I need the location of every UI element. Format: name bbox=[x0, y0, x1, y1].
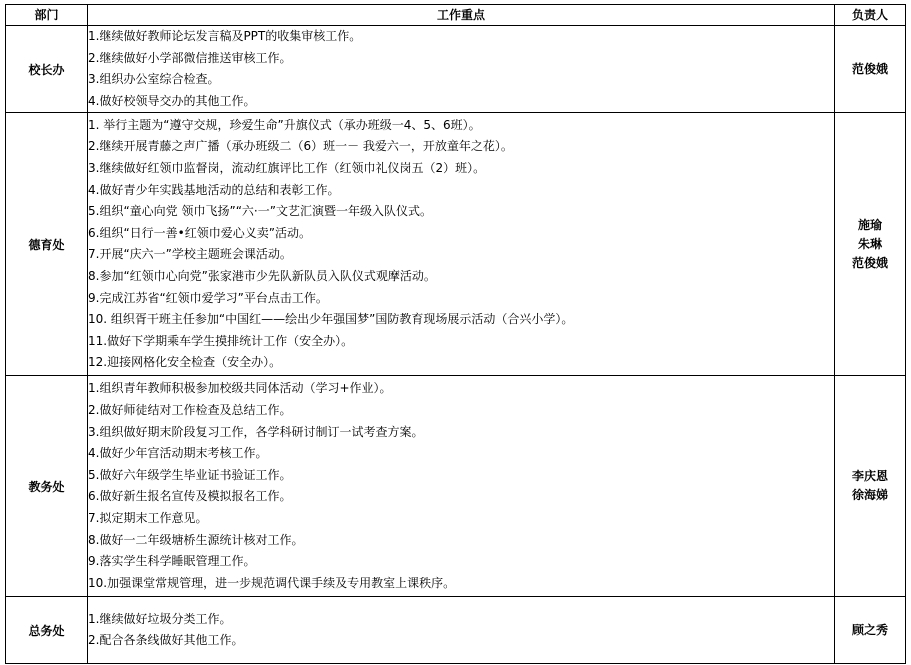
person-name: 顾之秀 bbox=[851, 622, 888, 637]
table-row-moral-education bbox=[6, 113, 906, 376]
work-item: 4.做好青少年实践基地活动的总结和表彰工作。 bbox=[88, 182, 340, 197]
work-items-cell bbox=[88, 26, 835, 113]
header-dept: 部门 bbox=[6, 5, 88, 26]
work-item: 2.继续开展青藤之声广播（承办班级二（6）班一－ 我爱六一，开放童年之花）。 bbox=[88, 139, 513, 154]
person-name: 徐海娣 bbox=[851, 488, 888, 503]
work-item: 3.组织做好期末阶段复习工作，各学科研讨制订一试考查方案。 bbox=[88, 424, 424, 439]
table-row-academic-affairs bbox=[6, 376, 906, 597]
dept-cell: 校长办 bbox=[6, 26, 88, 113]
header-work: 工作重点 bbox=[88, 5, 835, 26]
person-name: 李庆恩 bbox=[851, 469, 888, 484]
work-item: 11.做好下学期乘车学生摸排统计工作（安全办）。 bbox=[88, 333, 354, 348]
work-item: 12.迎接网格化安全检查（安全办）。 bbox=[88, 355, 282, 370]
person-cell bbox=[835, 597, 906, 664]
work-item: 10.加强课堂常规管理，进一步规范调代课手续及专用教室上课秩序。 bbox=[88, 575, 456, 590]
work-item: 9.完成江苏省“红领巾爱学习”平台点击工作。 bbox=[88, 290, 328, 305]
work-item: 4.做好校领导交办的其他工作。 bbox=[88, 93, 256, 108]
dept-cell: 教务处 bbox=[6, 376, 88, 597]
person-cell bbox=[835, 376, 906, 597]
work-item: 2.继续做好小学部微信推送审核工作。 bbox=[88, 50, 292, 65]
work-item: 1.继续做好垃圾分类工作。 bbox=[88, 611, 232, 626]
work-item: 8.参加“红领巾心向党”张家港市少先队新队员入队仪式观摩活动。 bbox=[88, 268, 436, 283]
work-item: 7.拟定期末工作意见。 bbox=[88, 510, 208, 525]
work-item: 1.组织青年教师积极参加校级共同体活动（学习+作业）。 bbox=[88, 381, 392, 396]
work-item: 8.做好一二年级塘桥生源统计核对工作。 bbox=[88, 532, 304, 547]
work-plan-table bbox=[5, 4, 906, 664]
person-name: 范俊娥 bbox=[851, 61, 888, 76]
work-item: 2.配合各条线做好其他工作。 bbox=[88, 633, 244, 648]
table-row-general-affairs bbox=[6, 597, 906, 664]
person-name: 范俊娥 bbox=[851, 255, 888, 270]
person-cell bbox=[835, 26, 906, 113]
work-item: 10. 组织胥干班主任参加“中国红——绘出少年强国梦”国防教育现场展示活动（合兴小学）。 bbox=[88, 312, 574, 327]
dept-cell: 总务处 bbox=[6, 597, 88, 664]
dept-cell: 德育处 bbox=[6, 113, 88, 376]
work-item: 3.继续做好红领巾监督岗，流动红旗评比工作（红领巾礼仪岗五（2）班）。 bbox=[88, 161, 486, 175]
work-plan-table-wrapper bbox=[5, 4, 906, 664]
work-items-cell bbox=[88, 113, 835, 376]
header-person: 负责人 bbox=[835, 5, 906, 26]
work-item: 2.做好师徒结对工作检查及总结工作。 bbox=[88, 403, 292, 417]
work-item: 6.组织“日行一善•红领巾爱心义卖”活动。 bbox=[88, 225, 311, 240]
work-item: 5.做好六年级学生毕业证书验证工作。 bbox=[88, 467, 292, 482]
work-items-cell bbox=[88, 376, 835, 597]
work-item: 7.开展“庆六一”学校主题班会课活动。 bbox=[88, 247, 292, 262]
work-items-cell bbox=[88, 597, 835, 664]
work-item: 6.做好新生报名宣传及模拟报名工作。 bbox=[88, 489, 292, 504]
person-name: 施瑜 bbox=[857, 217, 882, 232]
table-row-principal-office bbox=[6, 26, 906, 113]
work-item: 1.继续做好教师论坛发言稿及PPT的收集审核工作。 bbox=[88, 29, 362, 43]
person-cell bbox=[835, 113, 906, 376]
work-item: 3.组织办公室综合检查。 bbox=[88, 72, 220, 87]
person-name: 朱琳 bbox=[857, 236, 882, 251]
work-item: 5.组织“童心向党 领巾飞扬”“六·一”文艺汇演暨一年级入队仪式。 bbox=[88, 204, 432, 219]
header-row bbox=[6, 5, 906, 26]
work-item: 1. 举行主题为“遵守交规，珍爱生命”升旗仪式（承办班级一4、5、6班）。 bbox=[88, 117, 481, 132]
work-item: 9.落实学生科学睡眠管理工作。 bbox=[88, 554, 256, 569]
work-item: 4.做好少年宫活动期末考核工作。 bbox=[88, 446, 268, 461]
